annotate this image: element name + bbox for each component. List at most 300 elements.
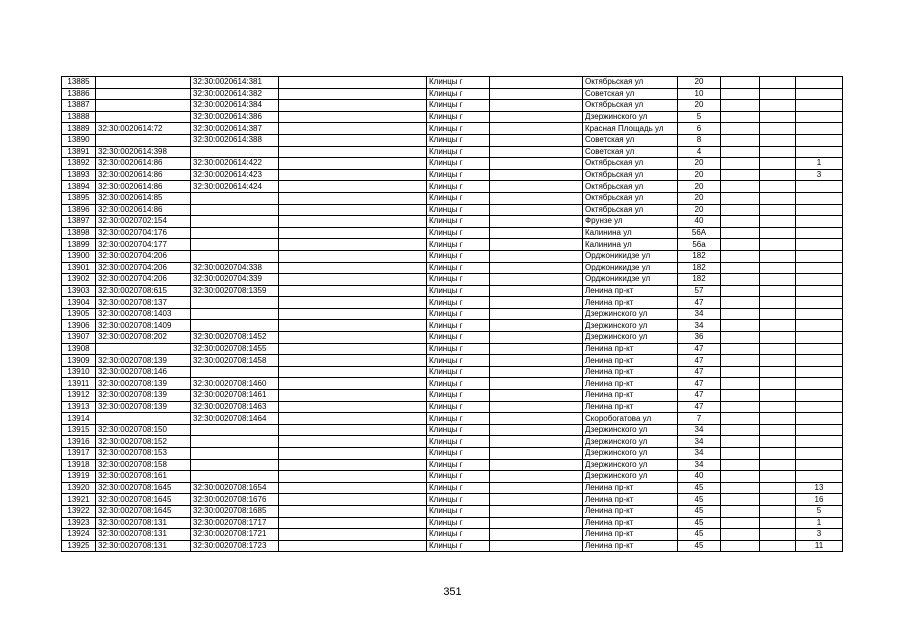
parent-cadastral-number-cell [96,343,191,355]
street-cell: Ленина пр-кт [583,297,678,309]
blank-cell [760,424,796,436]
table-row [62,529,843,541]
blank-cell [760,123,796,135]
parent-cadastral-number-cell: 32:30:0020708:153 [96,448,191,460]
row-number-cell: 13891 [62,146,96,158]
city-cell: Клинцы г [427,88,490,100]
blank-cell [760,401,796,413]
apartment-number-cell: 1 [796,517,843,529]
blank-cell [760,169,796,181]
city-cell: Клинцы г [427,181,490,193]
blank-cell [490,134,583,146]
table-row [62,505,843,517]
blank-cell [721,320,760,332]
blank-cell [279,169,427,181]
cadastral-number-cell: 32:30:0020614:424 [191,181,279,193]
blank-cell [490,274,583,286]
street-cell: Советская ул [583,134,678,146]
street-cell: Скоробогатова ул [583,413,678,425]
city-cell: Клинцы г [427,355,490,367]
blank-cell [490,285,583,297]
apartment-number-cell [796,111,843,123]
blank-cell [721,424,760,436]
blank-cell [760,239,796,251]
house-number-cell: 182 [678,250,721,262]
blank-cell [490,88,583,100]
table-row [62,123,843,135]
blank-cell [721,134,760,146]
street-cell: Октябрьская ул [583,169,678,181]
blank-cell [490,378,583,390]
table-row [62,355,843,367]
table-row [62,401,843,413]
apartment-number-cell [796,308,843,320]
street-cell: Дзержинского ул [583,448,678,460]
blank-cell [721,250,760,262]
parent-cadastral-number-cell: 32:30:0020708:1645 [96,482,191,494]
house-number-cell: 36 [678,332,721,344]
apartment-number-cell [796,320,843,332]
apartment-number-cell [796,216,843,228]
blank-cell [760,308,796,320]
street-cell: Дзержинского ул [583,459,678,471]
parent-cadastral-number-cell: 32:30:0020614:86 [96,158,191,170]
parent-cadastral-number-cell: 32:30:0020708:137 [96,297,191,309]
parent-cadastral-number-cell: 32:30:0020614:86 [96,204,191,216]
blank-cell [760,100,796,112]
city-cell: Клинцы г [427,436,490,448]
house-number-cell: 20 [678,204,721,216]
table-row [62,100,843,112]
blank-cell [721,204,760,216]
parent-cadastral-number-cell: 32:30:0020708:152 [96,436,191,448]
city-cell: Клинцы г [427,320,490,332]
blank-cell [490,505,583,517]
parent-cadastral-number-cell: 32:30:0020708:1409 [96,320,191,332]
table-row [62,494,843,506]
street-cell: Ленина пр-кт [583,517,678,529]
blank-cell [490,181,583,193]
blank-cell [490,111,583,123]
city-cell: Клинцы г [427,390,490,402]
blank-cell [760,216,796,228]
city-cell: Клинцы г [427,169,490,181]
row-number-cell: 13920 [62,482,96,494]
page-number: 351 [443,586,462,598]
apartment-number-cell: 11 [796,540,843,552]
blank-cell [760,250,796,262]
city-cell: Клинцы г [427,343,490,355]
parent-cadastral-number-cell: 32:30:0020708:139 [96,378,191,390]
apartment-number-cell [796,274,843,286]
blank-cell [490,540,583,552]
apartment-number-cell [796,146,843,158]
row-number-cell: 13916 [62,436,96,448]
house-number-cell: 47 [678,366,721,378]
city-cell: Клинцы г [427,262,490,274]
city-cell: Клинцы г [427,413,490,425]
house-number-cell: 47 [678,401,721,413]
parent-cadastral-number-cell: 32:30:0020704:176 [96,227,191,239]
blank-cell [490,436,583,448]
street-cell: Дзержинского ул [583,111,678,123]
row-number-cell: 13910 [62,366,96,378]
parent-cadastral-number-cell: 32:30:0020708:1645 [96,494,191,506]
cadastral-number-cell: 32:30:0020614:388 [191,134,279,146]
table-row [62,285,843,297]
table-row [62,413,843,425]
apartment-number-cell: 13 [796,482,843,494]
apartment-number-cell [796,424,843,436]
parent-cadastral-number-cell: 32:30:0020704:206 [96,250,191,262]
blank-cell [721,216,760,228]
blank-cell [760,343,796,355]
house-number-cell: 5 [678,111,721,123]
blank-cell [279,413,427,425]
blank-cell [490,158,583,170]
table-row [62,227,843,239]
blank-cell [721,274,760,286]
blank-cell [721,378,760,390]
table-row [62,77,843,89]
city-cell: Клинцы г [427,505,490,517]
blank-cell [279,158,427,170]
cadastral-number-cell: 32:30:0020614:384 [191,100,279,112]
blank-cell [760,366,796,378]
blank-cell [490,100,583,112]
apartment-number-cell [796,123,843,135]
city-cell: Клинцы г [427,239,490,251]
blank-cell [760,297,796,309]
blank-cell [721,239,760,251]
street-cell: Ленина пр-кт [583,540,678,552]
blank-cell [760,471,796,483]
cadastral-number-cell [191,192,279,204]
street-cell: Дзержинского ул [583,320,678,332]
cadastral-number-cell: 32:30:0020708:1458 [191,355,279,367]
blank-cell [279,250,427,262]
blank-cell [760,181,796,193]
city-cell: Клинцы г [427,158,490,170]
row-number-cell: 13886 [62,88,96,100]
blank-cell [279,517,427,529]
house-number-cell: 34 [678,308,721,320]
house-number-cell: 182 [678,274,721,286]
house-number-cell: 7 [678,413,721,425]
row-number-cell: 13907 [62,332,96,344]
apartment-number-cell [796,390,843,402]
row-number-cell: 13921 [62,494,96,506]
blank-cell [760,540,796,552]
house-number-cell: 6 [678,123,721,135]
blank-cell [721,540,760,552]
blank-cell [760,320,796,332]
street-cell: Калинина ул [583,239,678,251]
row-number-cell: 13923 [62,517,96,529]
house-number-cell: 45 [678,529,721,541]
house-number-cell: 34 [678,448,721,460]
blank-cell [279,320,427,332]
parent-cadastral-number-cell: 32:30:0020708:131 [96,529,191,541]
apartment-number-cell [796,77,843,89]
row-number-cell: 13924 [62,529,96,541]
cadastral-number-cell [191,146,279,158]
row-number-cell: 13908 [62,343,96,355]
cadastral-number-cell: 32:30:0020708:1676 [191,494,279,506]
blank-cell [490,320,583,332]
cadastral-number-cell: 32:30:0020708:1723 [191,540,279,552]
table-row [62,459,843,471]
blank-cell [490,146,583,158]
house-number-cell: 40 [678,471,721,483]
row-number-cell: 13903 [62,285,96,297]
blank-cell [721,308,760,320]
blank-cell [490,239,583,251]
blank-cell [490,262,583,274]
cadastral-number-cell: 32:30:0020614:423 [191,169,279,181]
blank-cell [721,448,760,460]
blank-cell [760,413,796,425]
parent-cadastral-number-cell: 32:30:0020614:86 [96,169,191,181]
parent-cadastral-number-cell [96,88,191,100]
city-cell: Клинцы г [427,216,490,228]
city-cell: Клинцы г [427,134,490,146]
blank-cell [490,216,583,228]
cadastral-number-cell [191,448,279,460]
blank-cell [490,192,583,204]
table-row [62,482,843,494]
house-number-cell: 34 [678,320,721,332]
row-number-cell: 13905 [62,308,96,320]
blank-cell [760,158,796,170]
apartment-number-cell: 3 [796,169,843,181]
apartment-number-cell [796,355,843,367]
city-cell: Клинцы г [427,308,490,320]
house-number-cell: 34 [678,459,721,471]
blank-cell [279,262,427,274]
house-number-cell: 47 [678,343,721,355]
street-cell: Орджоникидзе ул [583,274,678,286]
blank-cell [721,77,760,89]
blank-cell [490,390,583,402]
parent-cadastral-number-cell: 32:30:0020704:206 [96,274,191,286]
blank-cell [721,285,760,297]
cadastral-number-cell: 32:30:0020614:381 [191,77,279,89]
cadastral-number-cell: 32:30:0020614:382 [191,88,279,100]
row-number-cell: 13919 [62,471,96,483]
blank-cell [721,192,760,204]
city-cell: Клинцы г [427,111,490,123]
blank-cell [279,401,427,413]
street-cell: Ленина пр-кт [583,482,678,494]
house-number-cell: 182 [678,262,721,274]
cadastral-number-cell: 32:30:0020704:339 [191,274,279,286]
house-number-cell: 45 [678,494,721,506]
blank-cell [490,204,583,216]
parent-cadastral-number-cell: 32:30:0020708:139 [96,355,191,367]
cadastral-number-cell [191,308,279,320]
apartment-number-cell [796,285,843,297]
row-number-cell: 13917 [62,448,96,460]
cadastral-number-cell [191,471,279,483]
cadastral-number-cell [191,320,279,332]
street-cell: Советская ул [583,88,678,100]
blank-cell [279,216,427,228]
row-number-cell: 13911 [62,378,96,390]
row-number-cell: 13887 [62,100,96,112]
cadastral-number-cell: 32:30:0020708:1654 [191,482,279,494]
apartment-number-cell [796,448,843,460]
apartment-number-cell: 3 [796,529,843,541]
apartment-number-cell [796,343,843,355]
cadastral-number-cell [191,239,279,251]
row-number-cell: 13898 [62,227,96,239]
blank-cell [721,401,760,413]
blank-cell [490,401,583,413]
blank-cell [279,378,427,390]
table-row [62,424,843,436]
blank-cell [279,308,427,320]
blank-cell [490,250,583,262]
cadastral-number-cell [191,459,279,471]
table-row [62,320,843,332]
table-row [62,158,843,170]
parent-cadastral-number-cell [96,111,191,123]
blank-cell [279,505,427,517]
blank-cell [760,482,796,494]
blank-cell [760,146,796,158]
apartment-number-cell [796,413,843,425]
parent-cadastral-number-cell: 32:30:0020614:86 [96,181,191,193]
blank-cell [721,100,760,112]
blank-cell [279,424,427,436]
apartment-number-cell [796,100,843,112]
city-cell: Клинцы г [427,448,490,460]
street-cell: Ленина пр-кт [583,285,678,297]
blank-cell [279,332,427,344]
cadastral-number-cell [191,250,279,262]
house-number-cell: 45 [678,517,721,529]
blank-cell [490,366,583,378]
row-number-cell: 13922 [62,505,96,517]
table-row [62,343,843,355]
parent-cadastral-number-cell: 32:30:0020708:158 [96,459,191,471]
table-row [62,436,843,448]
city-cell: Клинцы г [427,424,490,436]
table-row [62,540,843,552]
blank-cell [760,448,796,460]
blank-cell [279,227,427,239]
cadastral-number-cell [191,204,279,216]
blank-cell [490,448,583,460]
cadastral-number-cell [191,216,279,228]
cadastral-number-cell: 32:30:0020708:1359 [191,285,279,297]
table-row [62,192,843,204]
table-row [62,239,843,251]
house-number-cell: 47 [678,390,721,402]
blank-cell [279,77,427,89]
blank-cell [721,471,760,483]
table-row [62,308,843,320]
table-row [62,471,843,483]
parent-cadastral-number-cell: 32:30:0020614:85 [96,192,191,204]
row-number-cell: 13885 [62,77,96,89]
cadastral-number-cell: 32:30:0020708:1685 [191,505,279,517]
blank-cell [721,355,760,367]
street-cell: Октябрьская ул [583,192,678,204]
blank-cell [721,111,760,123]
city-cell: Клинцы г [427,192,490,204]
blank-cell [279,343,427,355]
blank-cell [721,227,760,239]
table-row [62,250,843,262]
cadastral-number-cell: 32:30:0020708:1452 [191,332,279,344]
table-row [62,111,843,123]
house-number-cell: 4 [678,146,721,158]
house-number-cell: 40 [678,216,721,228]
cadastral-number-cell: 32:30:0020708:1464 [191,413,279,425]
apartment-number-cell [796,436,843,448]
blank-cell [279,192,427,204]
city-cell: Клинцы г [427,540,490,552]
parent-cadastral-number-cell: 32:30:0020704:177 [96,239,191,251]
parent-cadastral-number-cell: 32:30:0020614:72 [96,123,191,135]
blank-cell [760,134,796,146]
table-row [62,274,843,286]
blank-cell [279,88,427,100]
apartment-number-cell: 1 [796,158,843,170]
blank-cell [760,285,796,297]
street-cell: Ленина пр-кт [583,401,678,413]
blank-cell [279,471,427,483]
row-number-cell: 13896 [62,204,96,216]
parent-cadastral-number-cell: 32:30:0020708:161 [96,471,191,483]
blank-cell [490,471,583,483]
parent-cadastral-number-cell: 32:30:0020708:139 [96,390,191,402]
street-cell: Дзержинского ул [583,308,678,320]
blank-cell [760,332,796,344]
blank-cell [279,355,427,367]
blank-cell [279,123,427,135]
apartment-number-cell [796,134,843,146]
blank-cell [279,459,427,471]
blank-cell [490,169,583,181]
street-cell: Октябрьская ул [583,100,678,112]
blank-cell [279,297,427,309]
cadastral-number-cell: 32:30:0020708:1455 [191,343,279,355]
street-cell: Советская ул [583,146,678,158]
street-cell: Ленина пр-кт [583,390,678,402]
blank-cell [490,343,583,355]
table-row [62,390,843,402]
apartment-number-cell [796,471,843,483]
city-cell: Клинцы г [427,100,490,112]
street-cell: Красная Площадь ул [583,123,678,135]
table-row [62,517,843,529]
blank-cell [279,146,427,158]
house-number-cell: 20 [678,192,721,204]
blank-cell [279,204,427,216]
blank-cell [490,355,583,367]
street-cell: Октябрьская ул [583,181,678,193]
apartment-number-cell [796,192,843,204]
city-cell: Клинцы г [427,123,490,135]
blank-cell [490,308,583,320]
blank-cell [279,540,427,552]
house-number-cell: 56а [678,239,721,251]
blank-cell [279,239,427,251]
row-number-cell: 13915 [62,424,96,436]
